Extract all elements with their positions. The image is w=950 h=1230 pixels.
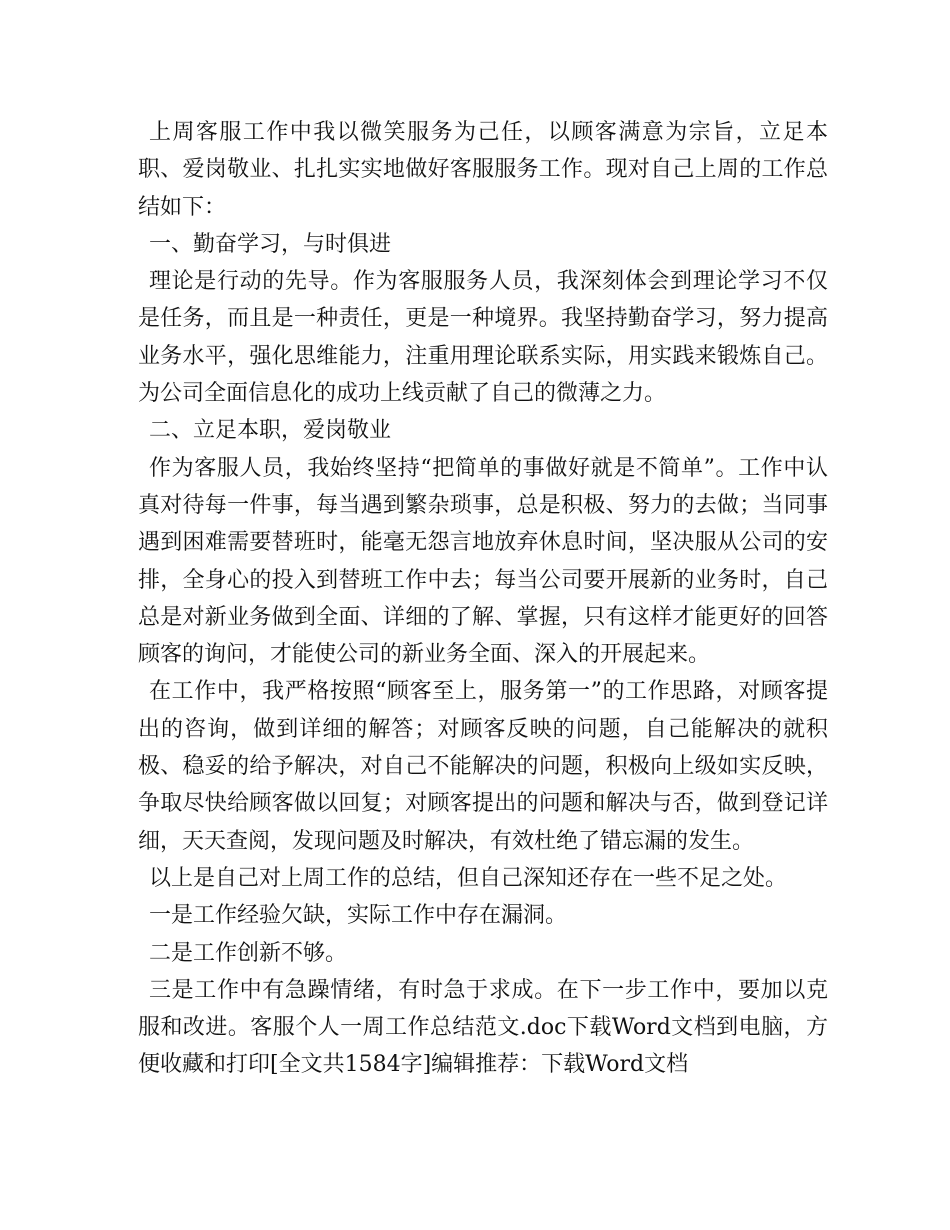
- summary-paragraph: 以上是自己对上周工作的总结，但自己深知还存在一些不足之处。: [149, 865, 788, 891]
- shortcoming-1: 一是工作经验欠缺，实际工作中存在漏洞。: [149, 903, 568, 929]
- shortcoming-3: 三是工作中有急躁情绪，有时急于求成。在下一步工作中，要加以克服和改进。客服个人一周工作总结范文.doc下载Word文档到电脑，方便收藏和打印[全文共1584字]编辑推荐：下载Word文档: [138, 977, 828, 1078]
- document-body: [138, 114, 828, 1084]
- shortcoming-2: 二是工作创新不够。: [149, 940, 348, 966]
- section-heading-2: 二、立足本职，爱岗敬业: [149, 418, 392, 444]
- section-1-paragraph: 理论是行动的先导。作为客服服务人员，我深刻体会到理论学习不仅是任务，而且是一种责任，更是一种境界。我坚持勤奋学习，努力提高业务水平，强化思维能力，注重用理论联系实际，用实践来锻炼自己。为公司全面信息化的成功上线贡献了自己的微薄之力。: [138, 269, 828, 407]
- section-heading-1: 一、勤奋学习，与时俱进: [149, 231, 392, 257]
- intro-paragraph: 上周客服工作中我以微笑服务为己任，以顾客满意为宗旨，立足本职、爱岗敬业、扎扎实实地做好客服服务工作。现对自己上周的工作总结如下：: [138, 120, 828, 220]
- section-2-paragraph-2: 在工作中，我严格按照“顾客至上，服务第一”的工作思路，对顾客提出的咨询，做到详细的解答；对顾客反映的问题，自己能解决的就积极、稳妥的给予解决，对自己不能解决的问题，积极向上级如实反映，争取尽快给顾客做以回复；对顾客提出的问题和解决与否，做到登记详细，天天查阅，发现问题及时解决，有效杜绝了错忘漏的发生。: [138, 679, 828, 854]
- section-2-paragraph-1: 作为客服人员，我始终坚持“把简单的事做好就是不简单”。工作中认真对待每一件事，每当遇到繁杂琐事，总是积极、努力的去做；当同事遇到困难需要替班时，能毫无怨言地放弃休息时间，坚决服从公司的安排，全身心的投入到替班工作中去；每当公司要开展新的业务时，自己总是对新业务做到全面、详细的了解、掌握，只有这样才能更好的回答顾客的询问，才能使公司的新业务全面、深入的开展起来。: [138, 455, 828, 668]
